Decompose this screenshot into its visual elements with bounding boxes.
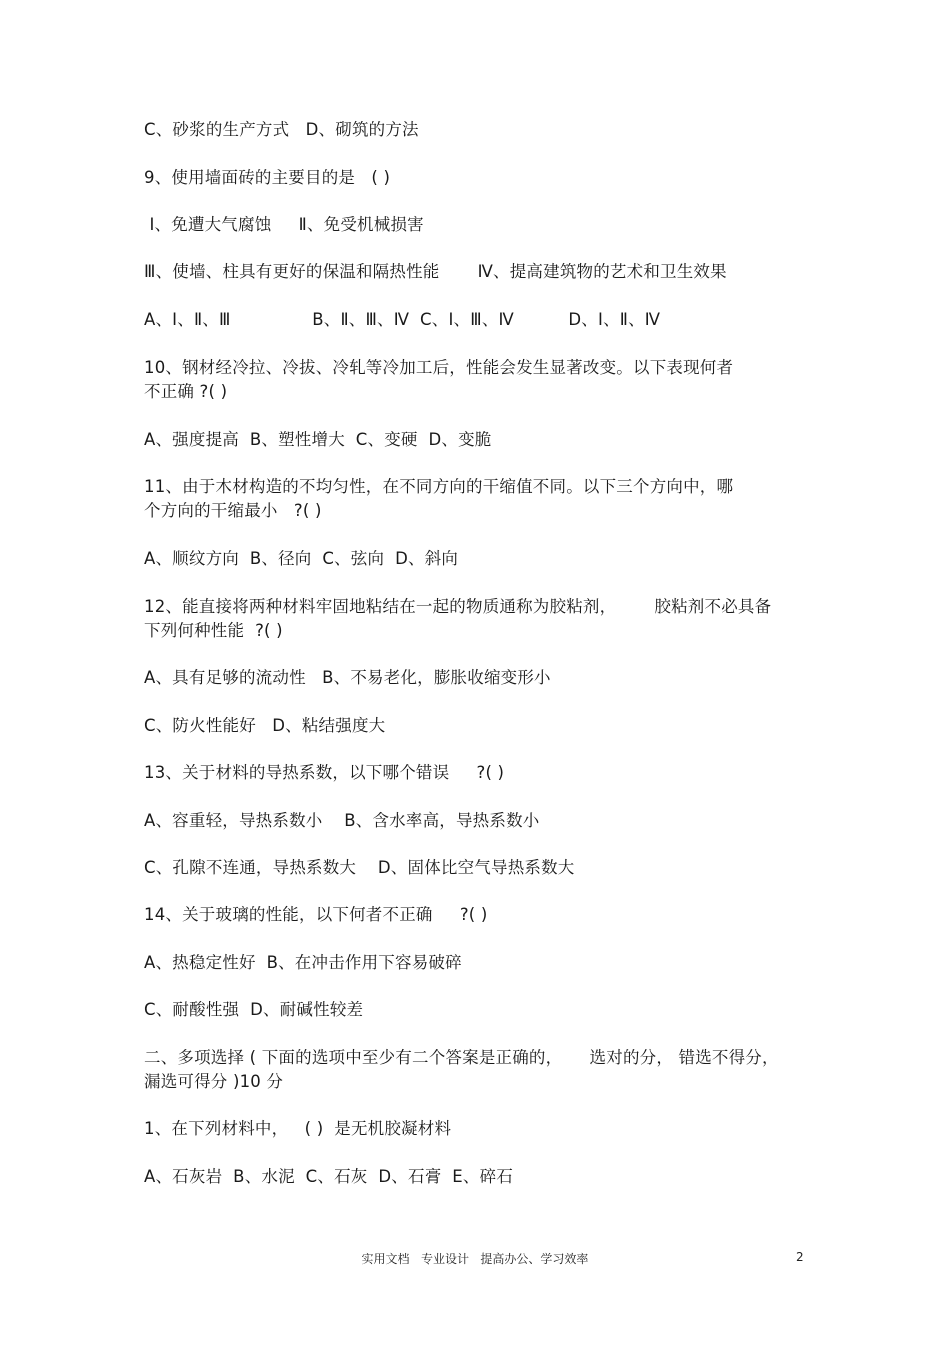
answer-options: A、具有足够的流动性 B、不易老化，膨胀收缩变形小 (144, 668, 551, 687)
question-14: 14、关于玻璃的性能，以下何者不正确 ?( ) (144, 905, 488, 924)
question-11-cont: 个方向的干缩最小 ?( ) (144, 501, 322, 520)
page-number: 2 (796, 1250, 804, 1264)
question-10-cont: 不正确 ?( ) (144, 382, 228, 401)
question-9: 9、使用墙面砖的主要目的是 ( ) (144, 168, 391, 187)
answer-options: A、热稳定性好 B、在冲击作用下容易破碎 (144, 953, 462, 972)
answer-options: C、防火性能好 D、粘结强度大 (144, 716, 386, 735)
question-13: 13、关于材料的导热系数，以下哪个错误 ?( ) (144, 763, 505, 782)
text-line: Ⅰ、免遭大气腐蚀 Ⅱ、免受机械损害 (144, 215, 424, 234)
question-12-cont: 下列何种性能 ?( ) (144, 621, 283, 640)
section-heading: 二、多项选择 ( 下面的选项中至少有二个答案是正确的， 选对的分， 错选不得分， (144, 1048, 779, 1067)
answer-options: A、石灰岩 B、水泥 C、石灰 D、石膏 E、碎石 (144, 1167, 514, 1186)
answer-options: C、孔隙不连通，导热系数大 D、固体比空气导热系数大 (144, 858, 575, 877)
text-line: Ⅲ、使墙、柱具有更好的保温和隔热性能 Ⅳ、提高建筑物的艺术和卫生效果 (144, 262, 727, 281)
answer-options: A、Ⅰ、Ⅱ、Ⅲ B、Ⅱ、Ⅲ、Ⅳ C、Ⅰ、Ⅲ、Ⅳ D、Ⅰ、Ⅱ、Ⅳ (144, 310, 661, 329)
answer-options: C、耐酸性强 D、耐碱性较差 (144, 1000, 364, 1019)
section-heading-cont: 漏选可得分 )10 分 (144, 1072, 284, 1091)
answer-options: A、顺纹方向 B、径向 C、弦向 D、斜向 (144, 549, 459, 568)
page-footer: 实用文档 专业设计 提高办公、学习效率 (361, 1252, 589, 1266)
answer-options: A、容重轻，导热系数小 B、含水率高，导热系数小 (144, 811, 540, 830)
question-1: 1、在下列材料中， ( ) 是无机胶凝材料 (144, 1119, 452, 1138)
answer-options: A、强度提高 B、塑性增大 C、变硬 D、变脆 (144, 430, 492, 449)
text-line: C、砂浆的生产方式 D、砌筑的方法 (144, 120, 419, 139)
question-12: 12、能直接将两种材料牢固地粘结在一起的物质通称为胶粘剂， 胶粘剂不必具备 (144, 597, 772, 616)
question-10: 10、钢材经冷拉、冷拔、冷轧等冷加工后，性能会发生显著改变。以下表现何者 (144, 358, 734, 377)
question-11: 11、由于木材构造的不均匀性，在不同方向的干缩值不同。以下三个方向中，哪 (144, 477, 734, 496)
